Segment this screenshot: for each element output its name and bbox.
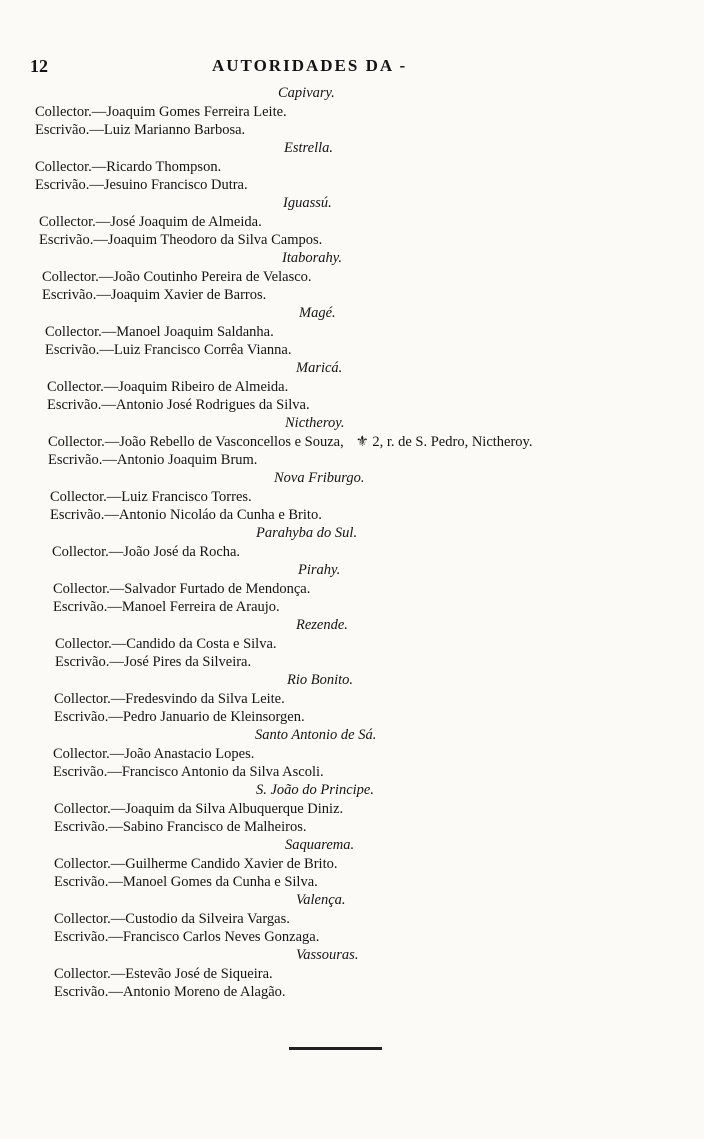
official-entry-text: Escrivão.—Luiz Marianno Barbosa.	[35, 122, 246, 138]
locality-heading: Rezende.	[296, 617, 348, 633]
locality-section	[0, 561, 704, 616]
official-entry-text: Collector.—Custodio da Silveira Vargas.	[54, 911, 290, 927]
official-entry	[0, 855, 704, 873]
official-entry	[0, 268, 704, 286]
official-entry	[0, 910, 704, 928]
official-entry	[0, 965, 704, 983]
official-entry	[0, 176, 704, 194]
locality-section	[0, 891, 704, 946]
locality-heading: Parahyba do Sul.	[256, 525, 358, 541]
locality-section	[0, 524, 704, 561]
official-entry-text: Escrivão.—Manoel Gomes da Cunha e Silva.	[54, 874, 318, 890]
official-entry	[0, 323, 704, 341]
page-header	[0, 56, 704, 80]
official-entry	[0, 341, 704, 359]
locality-section	[0, 616, 704, 671]
official-entry-text: Escrivão.—Luiz Francisco Corrêa Vianna.	[45, 342, 292, 358]
locality-heading: Magé.	[299, 305, 336, 321]
locality-heading: Vassouras.	[296, 947, 359, 963]
locality-section	[0, 84, 704, 139]
locality-heading: Nictheroy.	[285, 415, 345, 431]
official-entry	[0, 286, 704, 304]
official-entry	[0, 873, 704, 891]
locality-heading: Estrella.	[284, 140, 334, 156]
locality-section	[0, 194, 704, 249]
official-entry	[0, 433, 704, 451]
official-entry	[0, 396, 704, 414]
official-entry-text: Collector.—Ricardo Thompson.	[35, 159, 222, 175]
official-entry	[0, 580, 704, 598]
page-number: 12	[30, 56, 48, 76]
official-entry	[0, 121, 704, 139]
official-entry-text: Escrivão.—Francisco Carlos Neves Gonzaga.	[54, 929, 320, 945]
locality-heading: Iguassú.	[283, 195, 332, 211]
official-entry	[0, 506, 704, 524]
official-entry-text: Escrivão.—Antonio Moreno de Alagão.	[54, 984, 286, 1000]
official-entry	[0, 928, 704, 946]
locality-heading: Saquarema.	[285, 837, 355, 853]
locality-heading: Nova Friburgo.	[274, 470, 365, 486]
locality-heading: Pirahy.	[298, 562, 341, 578]
locality-heading: Itaborahy.	[282, 250, 343, 266]
locality-heading: Capivary.	[278, 85, 335, 101]
official-entry	[0, 543, 704, 561]
official-entry-text: Collector.—João Anastacio Lopes.	[53, 746, 255, 762]
official-entry	[0, 213, 704, 231]
locality-section	[0, 304, 704, 359]
official-entry-text: Escrivão.—Joaquim Theodoro da Silva Campos.	[39, 232, 323, 248]
running-title: AUTORIDADES DA -	[212, 56, 408, 75]
official-entry	[0, 598, 704, 616]
official-entry-text: Escrivão.—Manoel Ferreira de Araujo.	[53, 599, 280, 615]
official-entry	[0, 818, 704, 836]
official-entry	[0, 653, 704, 671]
address-note: ⚜ 2, r. de S. Pedro, Nictheroy.	[355, 434, 533, 450]
official-entry-text: Collector.—Candido da Costa e Silva.	[55, 636, 277, 652]
official-entry-text: Escrivão.—José Pires da Silveira.	[55, 654, 252, 670]
official-entry-text: Escrivão.—Antonio José Rodrigues da Silva.	[47, 397, 310, 413]
official-entry	[0, 800, 704, 818]
official-entry	[0, 690, 704, 708]
official-entry-text: Escrivão.—Francisco Antonio da Silva Ascoli.	[53, 764, 324, 780]
locality-heading: Rio Bonito.	[287, 672, 354, 688]
official-entry	[0, 635, 704, 653]
official-entry-text: Collector.—João Coutinho Pereira de Velasco.	[42, 269, 312, 285]
official-entry	[0, 983, 704, 1001]
locality-section	[0, 139, 704, 194]
official-entry	[0, 708, 704, 726]
locality-section	[0, 726, 704, 781]
official-entry	[0, 488, 704, 506]
entries-list	[0, 84, 704, 1001]
locality-section	[0, 836, 704, 891]
official-entry-text: Escrivão.—Jesuino Francisco Dutra.	[35, 177, 248, 193]
official-entry-text: Collector.—Joaquim Ribeiro de Almeida.	[47, 379, 289, 395]
locality-heading: S. João do Principe.	[256, 782, 374, 798]
locality-section	[0, 781, 704, 836]
official-entry	[0, 763, 704, 781]
official-entry-text: Escrivão.—Pedro Januario de Kleinsorgen.	[54, 709, 305, 725]
locality-section	[0, 946, 704, 1001]
official-entry-text: Collector.—João José da Rocha.	[52, 544, 241, 560]
locality-section	[0, 249, 704, 304]
locality-section	[0, 469, 704, 524]
locality-section	[0, 359, 704, 414]
official-entry	[0, 231, 704, 249]
locality-heading: Maricá.	[296, 360, 343, 376]
official-entry	[0, 378, 704, 396]
official-entry-text: Escrivão.—Sabino Francisco de Malheiros.	[54, 819, 307, 835]
closing-rule	[289, 1047, 382, 1050]
locality-heading: Valença.	[296, 892, 346, 908]
official-entry	[0, 103, 704, 121]
official-entry-text: Collector.—João Rebello de Vasconcellos e Souza,	[48, 434, 344, 450]
official-entry-text: Collector.—Guilherme Candido Xavier de Brito.	[54, 856, 338, 872]
official-entry-text: Collector.—Estevão José de Siqueira.	[54, 966, 273, 982]
official-entry-text: Collector.—Manoel Joaquim Saldanha.	[45, 324, 274, 340]
locality-section	[0, 671, 704, 726]
official-entry	[0, 451, 704, 469]
official-entry-text: Collector.—Fredesvindo da Silva Leite.	[54, 691, 285, 707]
official-entry-text: Collector.—Salvador Furtado de Mendonça.	[53, 581, 311, 597]
official-entry-text: Collector.—Joaquim da Silva Albuquerque Diniz.	[54, 801, 344, 817]
official-entry-text: Escrivão.—Antonio Joaquim Brum.	[48, 452, 258, 468]
official-entry	[0, 745, 704, 763]
locality-heading: Santo Antonio de Sá.	[255, 727, 377, 743]
official-entry-text: Collector.—Luiz Francisco Torres.	[50, 489, 252, 505]
locality-section	[0, 414, 704, 469]
official-entry-text: Escrivão.—Antonio Nicoláo da Cunha e Brito.	[50, 507, 322, 523]
official-entry-text: Collector.—Joaquim Gomes Ferreira Leite.	[35, 104, 287, 120]
official-entry	[0, 158, 704, 176]
official-entry-text: Collector.—José Joaquim de Almeida.	[39, 214, 262, 230]
official-entry-text: Escrivão.—Joaquim Xavier de Barros.	[42, 287, 267, 303]
